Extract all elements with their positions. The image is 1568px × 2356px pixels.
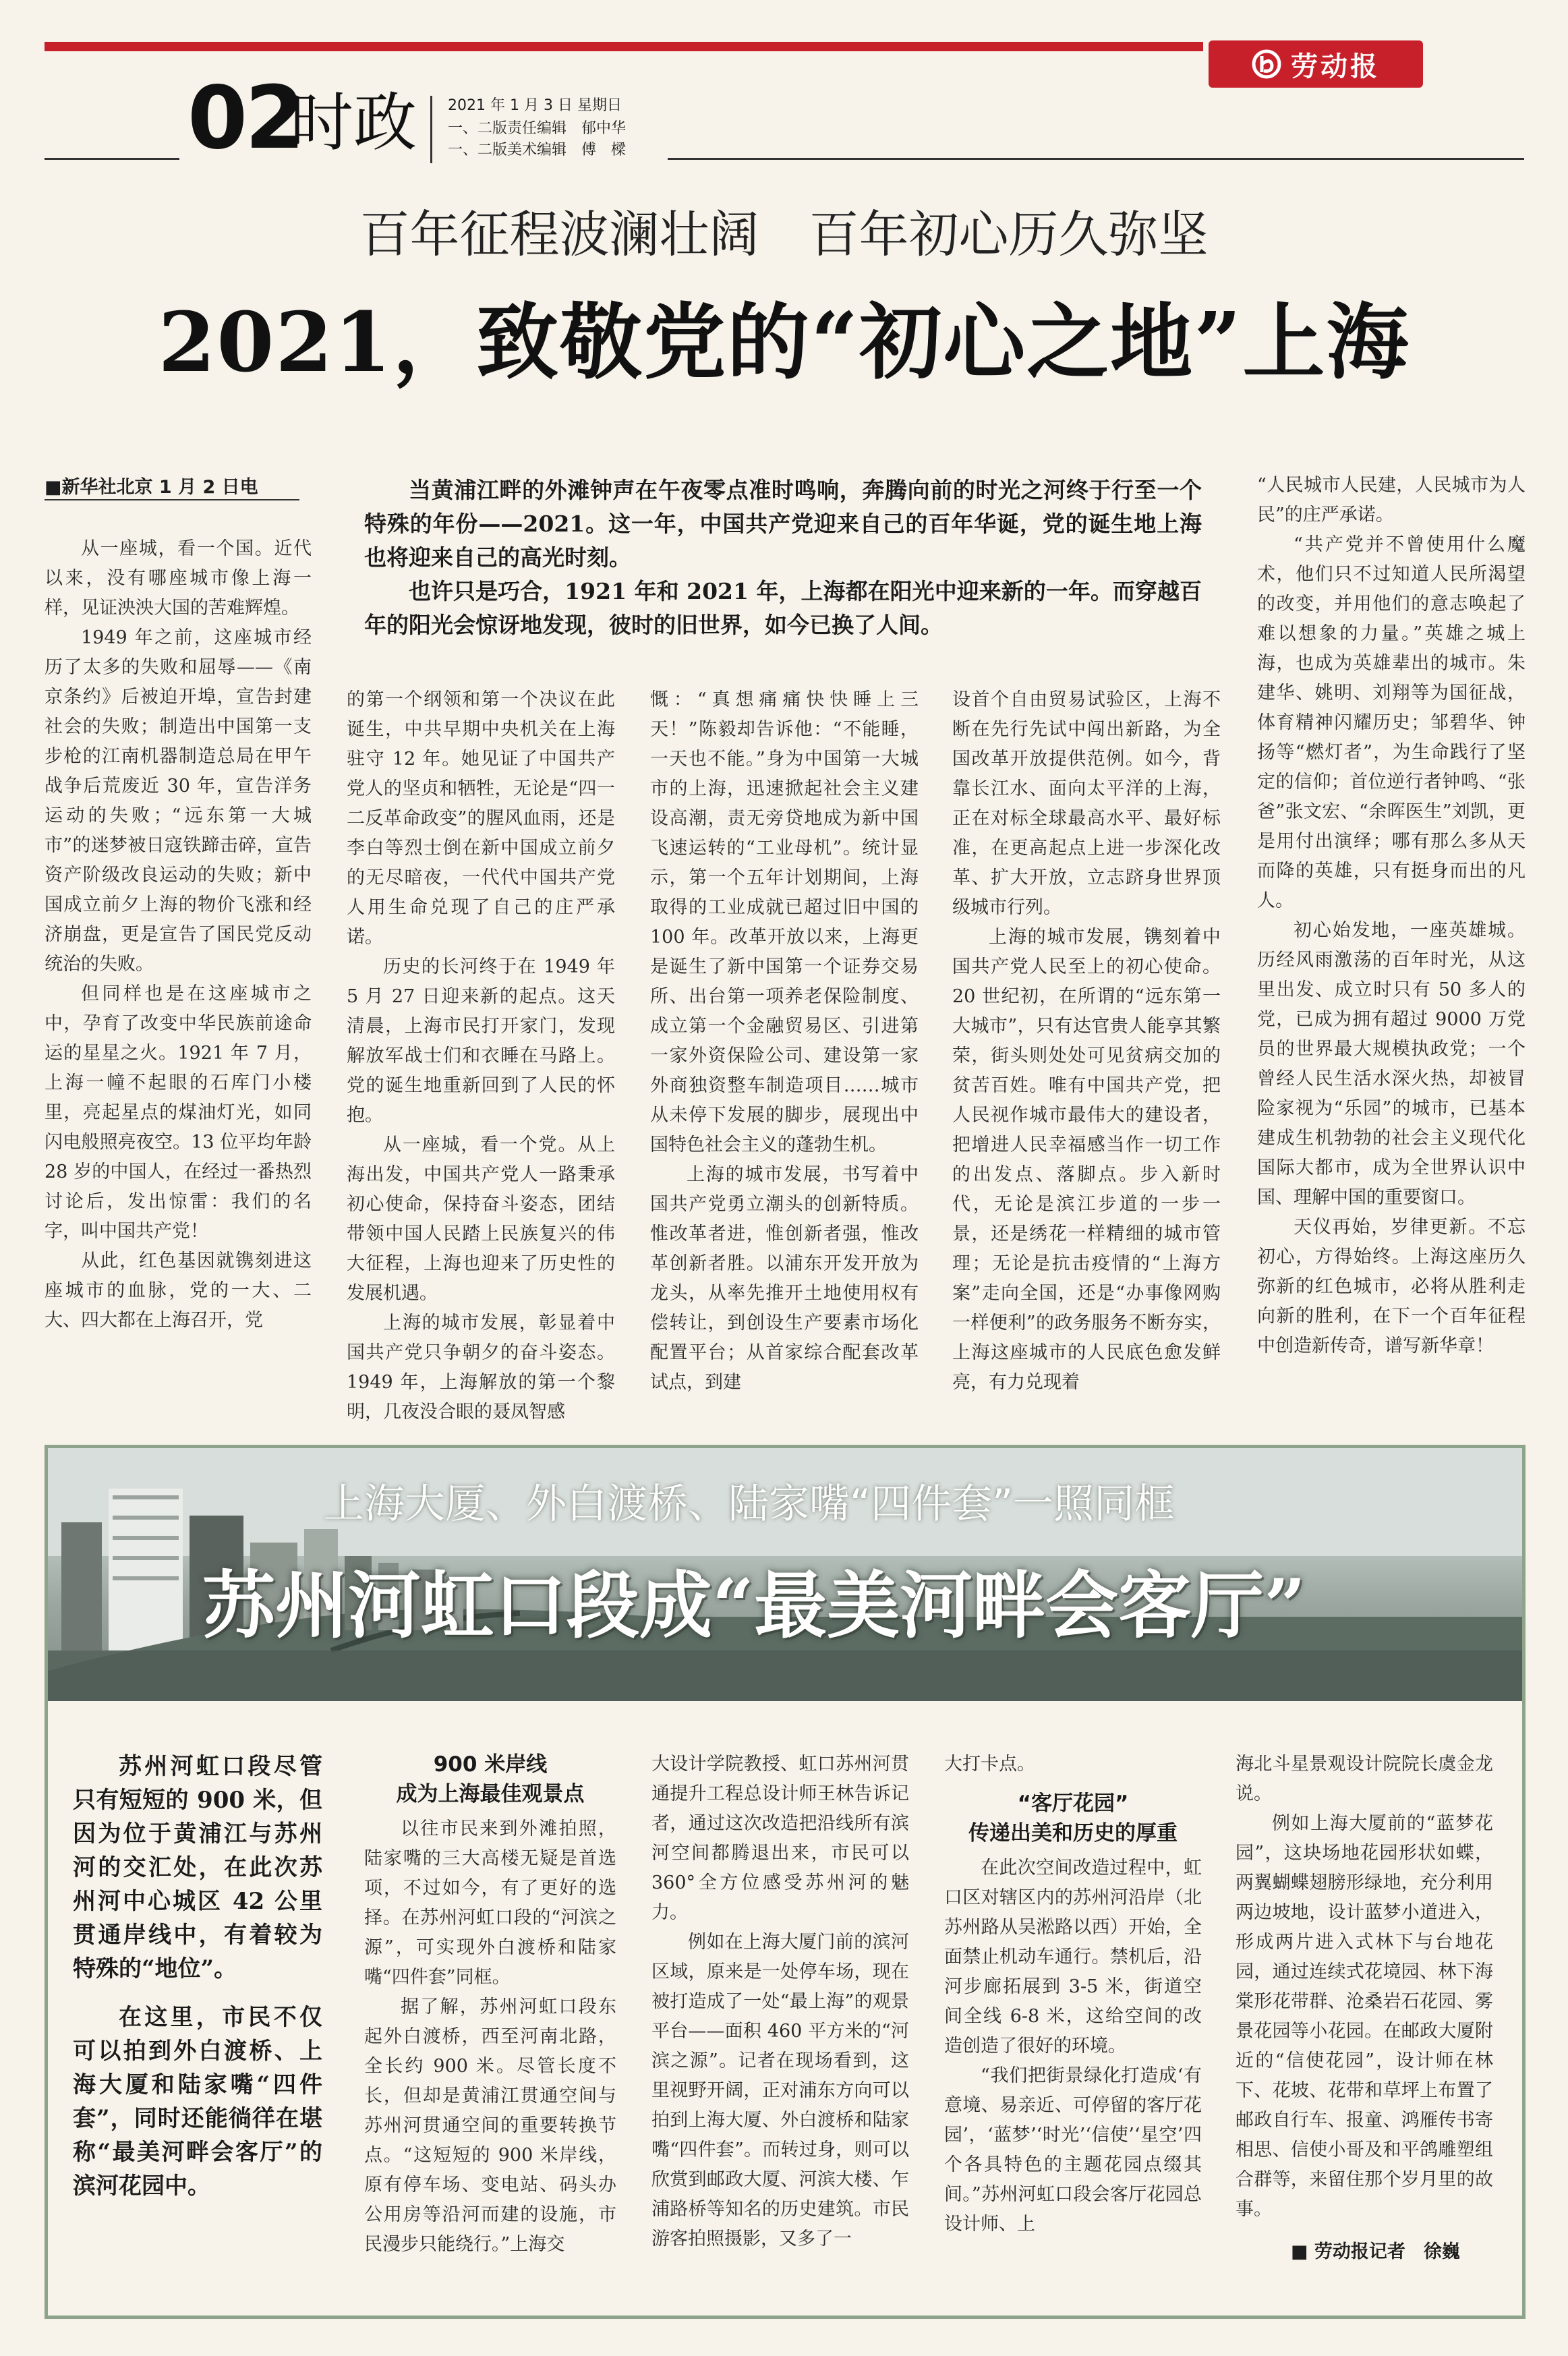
paragraph: 设首个自由贸易试验区，上海不断在先行先试中闯出新路，为全国改革开放提供范例。如今，背靠长江水、面向太平洋的上海，正在对标全球最高水平、最好标准，在更高起点上进一步深化改革、扩大开放，立志跻身世界顶级城市行列。 <box>952 689 1221 918</box>
art-editor: 一、二版美术编辑 傅 樑 <box>448 142 627 159</box>
newspaper-logo <box>1209 40 1423 88</box>
article2-column-5 <box>1236 1750 1493 2224</box>
paragraph: 上海的城市发展，彰显着中国共产党只争朝夕的奋斗姿态。1949 年，上海解放的第一个黎明，几夜没合眼的聂凤智感 <box>347 1313 615 1423</box>
paragraph: 从此，红色基因就镌刻进这座城市的血脉，党的一大、二大、四大都在上海召开，党 <box>45 1251 312 1331</box>
lead-paragraph: 在这里，市民不仅可以拍到外白渡桥、上海大厦和陆家嘴“四件套”，同时还能徜徉在堪称“最美河畔会客厅”的滨河花园中。 <box>73 2004 322 2200</box>
article2-headline: 苏州河虹口段成“最美河畔会客厅” <box>202 1563 1306 1648</box>
top-red-rule <box>45 42 1203 51</box>
article2-column-3 <box>651 1750 909 2254</box>
article1-column-1 <box>45 534 312 1335</box>
article2-column-2 <box>364 1750 616 2260</box>
paragraph: 历史的长河终于在 1949 年 5 月 27 日迎来新的起点。这天清晨，上海市民打开家门，发现解放军战士们和衣睡在马路上。党的诞生地重新回到了人民的怀抱。 <box>347 956 615 1126</box>
paragraph: 大设计学院教授、虹口苏州河贯通提升工程总设计师王林告诉记者，通过这次改造把沿线所有滨河空间都腾退出来，市民可以 360°全方位感受苏州河的魅力。 <box>651 1754 909 1923</box>
article2-column-4 <box>944 1750 1202 2239</box>
paragraph: 天仪再始，岁律更新。不忘初心，方得始终。上海这座历久弥新的红色城市，必将从胜利走向新的胜利，在下一个百年征程中创造新传奇，谱写新华章！ <box>1257 1217 1526 1356</box>
paragraph: 以往市民来到外滩拍照，陆家嘴的三大高楼无疑是首选项，不过如今，有了更好的选择。在苏州河虹口段的“河滨之源”，可实现外白渡桥和陆家嘴“四件套”同框。 <box>364 1818 616 1988</box>
section-divider <box>430 96 432 163</box>
lead-paragraph: 苏州河虹口段尽管只有短短的 900 米，但因为位于黄浦江与苏州河的交汇处，在此次苏州河中心城区 42 公里贯通岸线中，有着较为特殊的“地位”。 <box>73 1753 322 1982</box>
paragraph: 据了解，苏州河虹口段东起外白渡桥，西至河南北路，全长约 900 米。尽管长度不长，但却是黄浦江贯通空间与苏州河贯通空间的重要转换节点。“这短短的 900 米岸线，原有停车场、变电站、码头办公用房等沿河而建的设施，市民漫步只能绕行。”上海交 <box>364 1996 616 2255</box>
issue-date: 2021 年 1 月 3 日 星期日 <box>448 97 622 114</box>
lead-paragraph: 当黄浦江畔的外滩钟声在午夜零点准时鸣响，奔腾向前的时光之河终于行至一个特殊的年份——2021。这一年，中国共产党迎来自己的百年华诞，党的诞生地上海也将迎来自己的高光时刻。 <box>364 477 1202 571</box>
responsible-editor: 一、二版责任编辑 郁中华 <box>448 120 627 137</box>
article1-column-3 <box>650 685 919 1398</box>
paragraph: 从一座城，看一个党。从上海出发，中国共产党人一路秉承初心使命，保持奋斗姿态，团结带领中国人民踏上民族复兴的伟大征程，上海也迎来了历史性的发展机遇。 <box>347 1134 615 1304</box>
paragraph: 例如上海大厦前的“蓝梦花园”，这块场地花园形状如蝶，两翼蝴蝶翅膀形绿地，充分利用两边坡地，设计蓝梦小道进入，形成两片进入式林下与台地花园，通过连续式花境园、林下海棠形花带群、沧桑岩石花园、雾景花园等小花园。在邮政大厦附近的“信使花园”，设计师在林下、花坡、花带和草坪上布置了邮政自行车、报童、鸿雁传书寄相思、信使小哥及和平鸽雕塑组合群等，来留住那个岁月里的故事。 <box>1236 1813 1493 2220</box>
paragraph: 上海的城市发展，书写着中国共产党勇立潮头的创新特质。惟改革者进，惟创新者强，惟改革创新者胜。以浦东开发开放为龙头，从率先推开土地使用权有偿转让，到创设生产要素市场化配置平台；从首家综合配套改革试点，到建 <box>650 1164 919 1393</box>
section-name: 时政 <box>290 86 417 160</box>
paragraph: 在此次空间改造过程中，虹口区对辖区内的苏州河沿岸（北苏州路从吴淞路以西）开始，全面禁止机动车通行。禁机后，沿河步廊拓展到 3-5 米，街道空间全线 6-8 米，这给空间的改造创造了很好的环境。 <box>944 1858 1202 2057</box>
article1-column-4 <box>952 685 1221 1398</box>
paragraph: 1949 年之前，这座城市经历了太多的失败和屈辱——《南京条约》后被迫开埠，宣告封建社会的失败；制造出中国第一支步枪的江南机器制造总局在甲午战争后荒废近 30 年，宣告洋务运动的失败；“远东第一大城市”的迷梦被日寇铁蹄击碎，宣告资产阶级改良运动的失败；新中国成立前夕上海的物价飞涨和经济崩盘，更是宣告了国民党反动统治的失败。 <box>45 627 312 975</box>
paragraph: 的第一个纲领和第一个决议在此诞生，中共早期中央机关在上海驻守 12 年。她见证了中国共产党人的坚贞和牺牲，无论是“四一二反革命政变”的腥风血雨，还是李白等烈士倒在新中国成立前夕的无尽暗夜，一代代中国共产党人用生命兑现了自己的庄严承诺。 <box>347 689 615 948</box>
paragraph: 从一座城，看一个国。近代以来，没有哪座城市像上海一样，见证泱泱大国的苦难辉煌。 <box>45 538 312 619</box>
paragraph: 海北斗星景观设计院院长虞金龙说。 <box>1236 1754 1493 1804</box>
article2-lead <box>73 1750 322 2203</box>
subheading-2: “客厅花园” 传递出美和历史的厚重 <box>968 1791 1178 1845</box>
paragraph: 例如在上海大厦门前的滨河区域，原来是一处停车场，现在被打造成了一处“最上海”的观景平台——面积 460 平方米的“河滨之源”。记者在现场看到，这里视野开阔，正对浦东方向可以拍到上海大厦、外白渡桥和陆家嘴“四件套”。而转过身，则可以欣赏到邮政大厦、河滨大楼、乍浦路桥等知名的历史建筑。市民游客拍照摄影，又多了一 <box>651 1932 909 2249</box>
paragraph: “我们把街景绿化打造成‘有意境、易亲近、可停留的客厅花园’，‘蓝梦’‘时光’‘信使’‘星空’四个各具特色的主题花园点缀其间。”苏州河虹口段会客厅花园总设计师、上 <box>944 2065 1202 2235</box>
article2-byline: ■ 劳动报记者 徐巍 <box>1291 2241 1460 2262</box>
paragraph: “共产党并不曾使用什么魔术，他们只不过知道人民所渴望的改变，并用他们的意志唤起了难以想象的力量。”英雄之城上海，也成为英雄辈出的城市。朱建华、姚明、刘翔等为国征战，体育精神闪耀历史；邹碧华、钟扬等“燃灯者”，为生命践行了坚定的信仰；首位逆行者钟鸣、“张爸”张文宏、“余晖医生”刘凯，更是用付出演绎；哪有那么多从天而降的英雄，只有挺身而出的凡人。 <box>1257 534 1526 911</box>
paragraph: “人民城市人民建，人民城市为人民”的庄严承诺。 <box>1257 475 1526 525</box>
paragraph: 慨：“真想痛痛快快睡上三天！”陈毅却告诉他：“不能睡，一天也不能。”身为中国第一大城市的上海，迅速掀起社会主义建设高潮，责无旁贷地成为新中国飞速运转的“工业母机”。统计显示，第一个五年计划期间，上海取得的工业成就已超过旧中国的 100 年。改革开放以来，上海更是诞生了新中国第一个证券交易所、出台第一项养老保险制度、成立第一个金融贸易区、引进第一家外资保险公司、建设第一家外商独资整车制造项目……城市从未停下发展的脚步，展现出中国特色社会主义的蓬勃生机。 <box>650 689 919 1155</box>
section-rule-left <box>45 158 179 160</box>
paragraph: 大打卡点。 <box>944 1754 1035 1775</box>
dateline-underline <box>45 499 299 500</box>
lead-paragraph: 也许只是巧合，1921 年和 2021 年，上海都在阳光中迎来新的一年。而穿越百年的阳光会惊讶地发现，彼时的旧世界，如今已换了人间。 <box>364 578 1202 638</box>
article1-column-2 <box>347 685 615 1427</box>
paragraph: 但同样也是在这座城市之中，孕育了改变中华民族前途命运的星星之火。1921 年 7 月，上海一幢不起眼的石库门小楼里，亮起星点的煤油灯光，如同闪电般照亮夜空。13 位平均年龄 28 岁的中国人，在经过一番热烈讨论后，发出惊雷：我们的名字，叫中国共产党！ <box>45 983 312 1242</box>
page-number: 02 <box>187 68 303 169</box>
article1-kicker: 百年征程波澜壮阔 百年初心历久弥坚 <box>359 206 1209 264</box>
logo-mark-icon <box>1252 49 1281 79</box>
subheading-1: 900 米岸线 成为上海最佳观景点 <box>396 1752 585 1806</box>
article1-lead <box>364 473 1202 642</box>
paragraph: 上海的城市发展，镌刻着中国共产党人民至上的初心使命。20 世纪初，在所谓的“远东第一大城市”，只有达官贵人能享其繁荣，街头则处处可见贫病交加的贫苦百姓。唯有中国共产党，把人民视作城市最伟大的建设者，把增进人民幸福感当作一切工作的出发点、落脚点。步入新时代，无论是滨江步道的一步一景，还是绣花一样精细的城市管理；无论是抗击疫情的“上海方案”走向全国，还是“办事像网购一样便利”的政务服务不断夯实，上海这座城市的人民底色愈发鲜亮，有力兑现着 <box>952 927 1221 1393</box>
article1-dateline: ■新华社北京 1 月 2 日电 <box>45 477 258 498</box>
article2-kicker: 上海大厦、外白渡桥、陆家嘴“四件套”一照同框 <box>324 1481 1175 1528</box>
article1-headline: 2021，致敬党的“初心之地”上海 <box>158 293 1410 391</box>
article1-column-5 <box>1257 471 1526 1361</box>
paragraph: 初心始发地，一座英雄城。历经风雨激荡的百年时光，从这里出发、成立时只有 50 多人的党，已成为拥有超过 9000 万党员的世界最大规模执政党；一个曾经人民生活水深火热，却被冒险家视为“乐园”的城市，已基本建成生机勃勃的社会主义现代化国际大都市，成为全世界认识中国、理解中国的重要窗口。 <box>1257 920 1526 1208</box>
section-rule-right <box>668 158 1524 160</box>
logo-text: 劳动报 <box>1291 51 1380 82</box>
